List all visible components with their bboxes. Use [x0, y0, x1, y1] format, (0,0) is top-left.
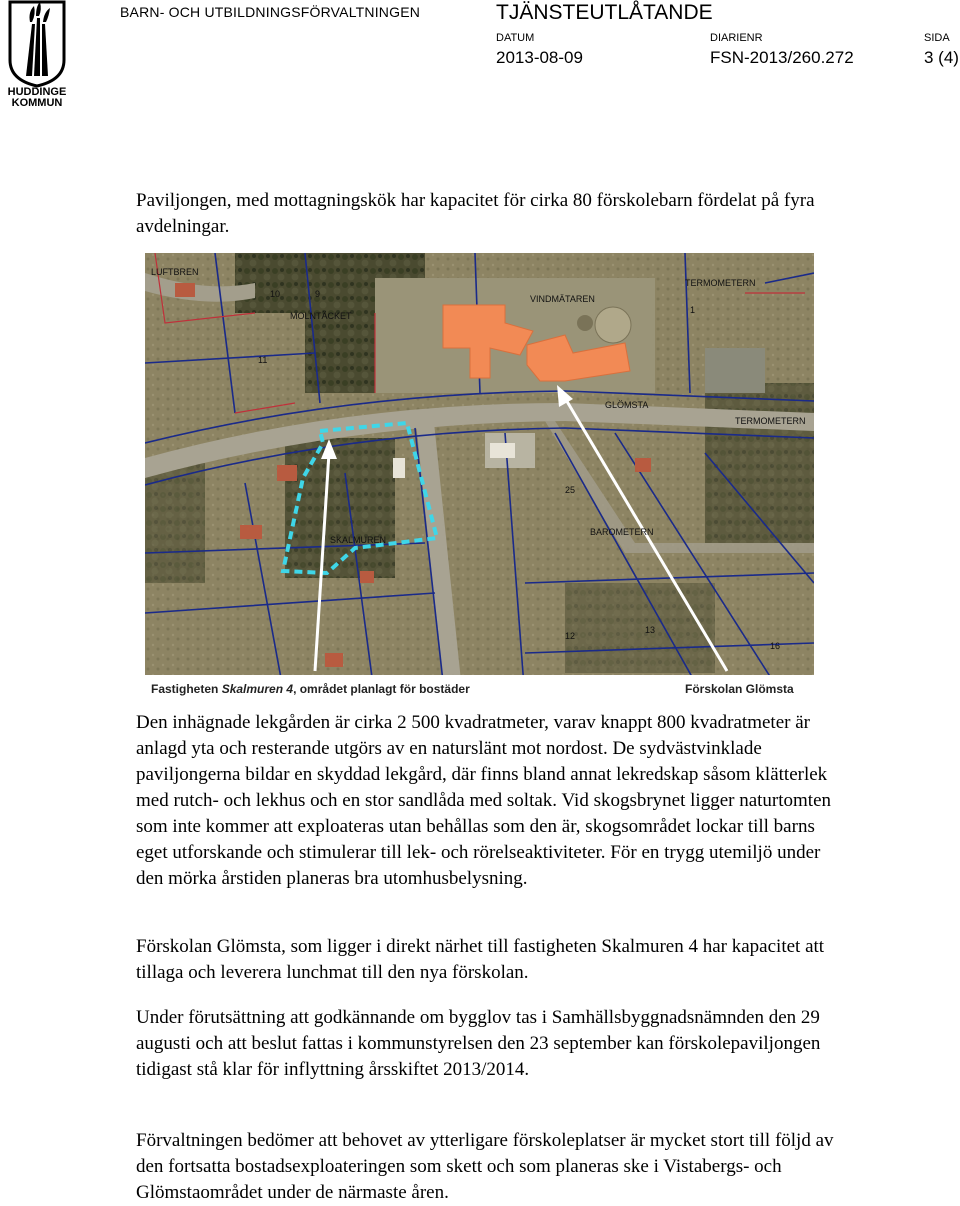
map-caption-left: Fastigheten Skalmuren 4, området planlagt för bostäder	[151, 682, 470, 696]
map-label-16: 16	[770, 641, 781, 651]
paragraph-2: Den inhägnade lekgården är cirka 2 500 kvadratmeter, varav knappt 800 kvadratmeter är anlagd yta och resterande utgörs av en naturslänt mot nordost. De sydvästvinklade paviljongerna bildar en skyddad lekgård, där finns bland annat lekredskap såsom klätterlek med rutch- och lekhus och en stor sandlåda med soltak. Vid skogsbrynet ligger naturtomten som inte kommer att exploateras utan behållas som den är, skogsområdet lockar till barns eget utforskande och stimulerar till lek- och rörelseaktiviteter. För en trygg utemiljö under den mörka årstiden planeras bra utomhusbelysning.	[136, 712, 832, 889]
date-label: DATUM	[496, 32, 535, 44]
coat-of-arms-icon	[6, 0, 68, 108]
map-label-termometern-2: TERMOMETERN	[735, 416, 806, 426]
map-label-13: 13	[645, 625, 656, 635]
map-label-9: 9	[315, 289, 321, 299]
map-label-termometern: TERMOMETERN	[685, 278, 756, 288]
organization-name: BARN- OCH UTBILDNINGSFÖRVALTNINGEN	[120, 4, 421, 20]
logo-text-line2: KOMMUN	[11, 97, 63, 108]
map-caption-right: Förskolan Glömsta	[685, 682, 794, 696]
page-number: 3 (4)	[924, 48, 959, 67]
map-label-glomsta: GLÖMSTA	[605, 400, 649, 410]
date-value: 2013-08-09	[496, 48, 583, 67]
map-label-moltacken: MOLNTÄCKET	[290, 311, 352, 321]
paragraph-1: Paviljongen, med mottagningskök har kapacitet för cirka 80 förskolebarn fördelat på fyra avdelningar.	[136, 190, 815, 237]
huddinge-logo	[6, 0, 68, 108]
aerial-map	[145, 253, 814, 700]
map-label-10: 10	[270, 289, 281, 299]
paragraph-3: Förskolan Glömsta, som ligger i direkt närhet till fastigheten Skalmuren 4 har kapacitet att tillaga och leverera lunchmat till den nya förskolan.	[136, 936, 825, 983]
diarienr-value: FSN-2013/260.272	[710, 48, 854, 67]
map-label-vindmataren: VINDMÄTAREN	[530, 294, 595, 304]
paragraph-5: Förvaltningen bedömer att behovet av ytterligare förskoleplatser är mycket stort till följd av den fortsatta bostadsexploateringen som skett och som planeras ske i Vistabergs- och Glömstaområdet under de närmaste åren.	[136, 1130, 834, 1203]
aerial-photo	[145, 253, 814, 700]
map-label-skalmuren: SKALMUREN	[330, 535, 387, 545]
diarienr-label: DIARIENR	[710, 32, 763, 44]
page-label: SIDA	[924, 32, 950, 44]
paragraph-4: Under förutsättning att godkännande om bygglov tas i Samhällsbyggnadsnämnden den 29 augusti och att beslut fattas i kommunstyrelsen den 23 september kan förskolepaviljongen tidigast stå klar för inflyttning årsskiftet 2013/2014.	[136, 1007, 821, 1080]
logo-text-line1: HUDDINGE	[7, 86, 67, 98]
map-label-12: 12	[565, 631, 576, 641]
map-label-11: 11	[258, 355, 268, 365]
document-type: TJÄNSTEUTLÅTANDE	[496, 1, 713, 24]
map-label-25: 25	[565, 485, 576, 495]
map-label-luftbren: LUFTBREN	[151, 267, 199, 277]
map-label-barometern: BAROMETERN	[590, 527, 654, 537]
map-label-1: 1	[690, 305, 696, 315]
